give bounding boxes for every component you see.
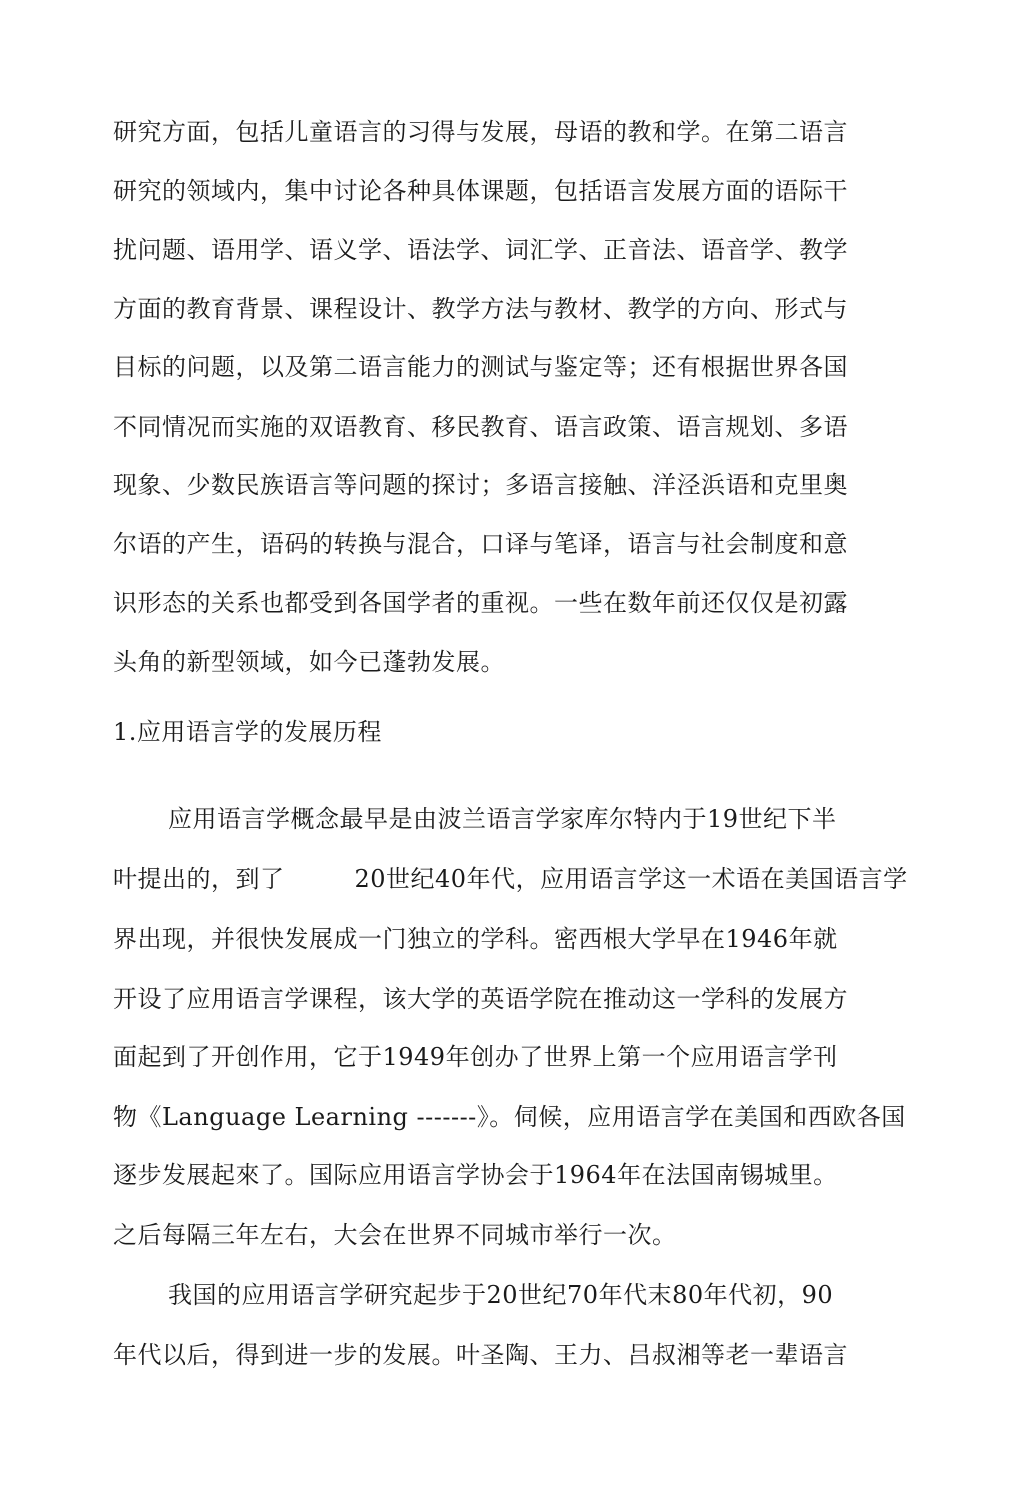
paragraph-3-line-2: 年代以后，得到进一步的发展。叶圣陶、王力、吕叔湘等老一辈语言 (113, 1341, 848, 1369)
paragraph-1-line-5: 目标的问题，以及第二语言能力的测试与鉴定等；还有根据世界各国 (113, 353, 848, 381)
paragraph-1-line-6: 不同情况而实施的双语教育、移民教育、语言政策、语言规划、多语 (113, 413, 848, 441)
paragraph-1-line-4: 方面的教育背景、课程设计、教学方法与教材、教学的方向、形式与 (113, 295, 848, 323)
section-heading: 1.应用语言学的发展历程 (113, 718, 382, 746)
paragraph-2-line-7: 逐步发展起來了。国际应用语言学协会于1964年在法国南锡城里。 (113, 1161, 838, 1189)
paragraph-1-line-10: 头角的新型领域，如今已蓬勃发展。 (113, 648, 505, 676)
paragraph-1-line-7: 现象、少数民族语言等问题的探讨；多语言接触、洋泾浜语和克里奥 (113, 471, 848, 499)
paragraph-2-line-2-end: 20世纪40年代，应用语言学这一术语在美国语言学 (354, 865, 908, 893)
paragraph-2-line-4: 开设了应用语言学课程，该大学的英语学院在推动这一学科的发展方 (113, 985, 848, 1013)
paragraph-2-line-2-start: 叶提出的，到了 (113, 865, 285, 893)
paragraph-2-line-1: 应用语言学概念最早是由波兰语言学家库尔特内于19世纪下半 (168, 805, 837, 833)
paragraph-2-line-5: 面起到了开创作用，它于1949年创办了世界上第一个应用语言学刊 (113, 1043, 838, 1071)
paragraph-2-line-6: 物《Language Learning -------》。伺候，应用语言学在美国和西欧各国 (113, 1103, 906, 1131)
paragraph-2-line-8: 之后每隔三年左右，大会在世界不同城市举行一次。 (113, 1221, 677, 1249)
paragraph-3-line-1: 我国的应用语言学研究起步于20世纪70年代末80年代初，90 (168, 1281, 834, 1309)
paragraph-1-line-9: 识形态的关系也都受到各国学者的重视。一些在数年前还仅仅是初露 (113, 589, 848, 617)
paragraph-1-line-8: 尔语的产生，语码的转换与混合，口译与笔译，语言与社会制度和意 (113, 530, 848, 558)
paragraph-1-line-2: 研究的领域内，集中讨论各种具体课题，包括语言发展方面的语际干 (113, 177, 848, 205)
paragraph-1-line-1: 研究方面，包括儿童语言的习得与发展，母语的教和学。在第二语言 (113, 118, 848, 146)
paragraph-2-line-2 (113, 864, 908, 894)
paragraph-1-line-3: 扰问题、语用学、语义学、语法学、词汇学、正音法、语音学、教学 (113, 236, 848, 264)
paragraph-2-line-3: 界出现，并很快发展成一门独立的学科。密西根大学早在1946年就 (113, 925, 838, 953)
